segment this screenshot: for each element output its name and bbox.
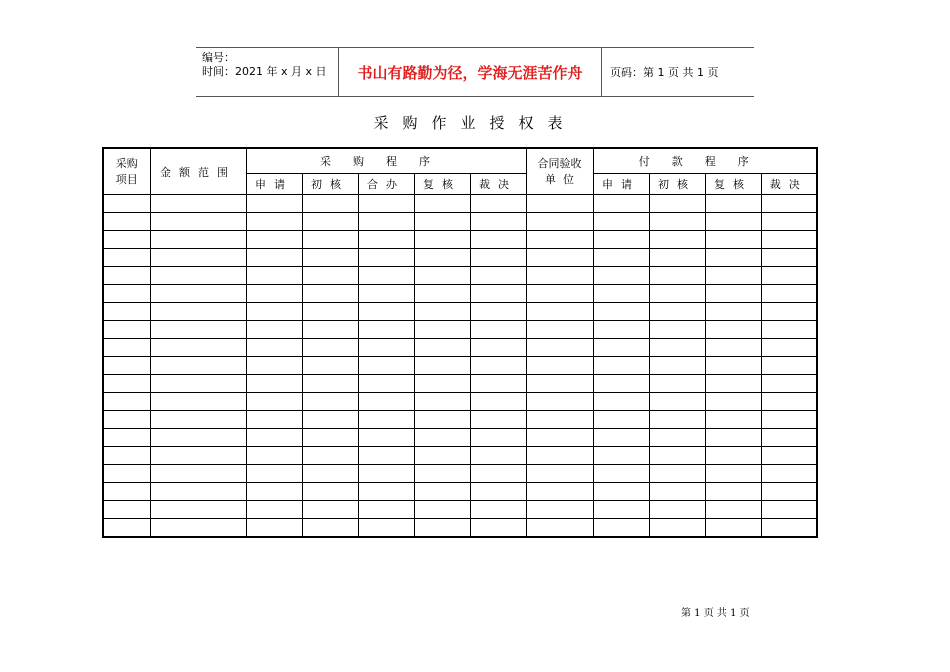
- table-cell[interactable]: [103, 285, 150, 303]
- table-cell[interactable]: [470, 501, 526, 519]
- table-cell[interactable]: [302, 501, 358, 519]
- table-cell[interactable]: [150, 249, 246, 267]
- table-cell[interactable]: [246, 267, 302, 285]
- table-cell[interactable]: [649, 285, 705, 303]
- table-cell[interactable]: [761, 195, 817, 213]
- table-cell[interactable]: [526, 285, 593, 303]
- table-row: [103, 357, 817, 375]
- table-cell[interactable]: [593, 393, 649, 411]
- table-cell[interactable]: [358, 465, 414, 483]
- table-cell[interactable]: [150, 447, 246, 465]
- table-cell[interactable]: [526, 429, 593, 447]
- table-cell[interactable]: [705, 249, 761, 267]
- table-cell[interactable]: [649, 465, 705, 483]
- table-cell[interactable]: [302, 213, 358, 231]
- table-cell[interactable]: [705, 375, 761, 393]
- header-row-1: [103, 148, 817, 174]
- table-cell[interactable]: [246, 483, 302, 501]
- table-cell[interactable]: [414, 195, 470, 213]
- table-cell[interactable]: [593, 375, 649, 393]
- table-cell[interactable]: [593, 231, 649, 249]
- table-cell[interactable]: [705, 213, 761, 231]
- table-cell[interactable]: [593, 249, 649, 267]
- table-cell[interactable]: [103, 213, 150, 231]
- table-cell[interactable]: [705, 465, 761, 483]
- table-cell[interactable]: [358, 339, 414, 357]
- table-row: [103, 195, 817, 213]
- table-cell[interactable]: [705, 411, 761, 429]
- payment-step-recheck: 复核: [705, 174, 761, 195]
- table-cell[interactable]: [526, 465, 593, 483]
- table-cell[interactable]: [358, 195, 414, 213]
- payment-step-review: 初核: [649, 174, 705, 195]
- table-cell[interactable]: [103, 429, 150, 447]
- table-cell[interactable]: [649, 393, 705, 411]
- table-cell[interactable]: [649, 375, 705, 393]
- purchase-step-joint: 合办: [358, 174, 414, 195]
- table-cell[interactable]: [470, 213, 526, 231]
- table-cell[interactable]: [150, 339, 246, 357]
- code-label: 编号：: [202, 51, 235, 64]
- table-cell[interactable]: [593, 501, 649, 519]
- table-cell[interactable]: [150, 483, 246, 501]
- table-cell[interactable]: [414, 375, 470, 393]
- document-header: [196, 47, 754, 97]
- table-cell[interactable]: [526, 339, 593, 357]
- table-body: [103, 195, 817, 538]
- table-cell[interactable]: [761, 339, 817, 357]
- table-cell[interactable]: [470, 483, 526, 501]
- table-row: [103, 429, 817, 447]
- table-cell[interactable]: [302, 447, 358, 465]
- table-cell[interactable]: [649, 339, 705, 357]
- table-cell[interactable]: [761, 465, 817, 483]
- table-cell[interactable]: [414, 393, 470, 411]
- table-cell[interactable]: [150, 321, 246, 339]
- table-cell[interactable]: [526, 519, 593, 538]
- table-cell[interactable]: [150, 411, 246, 429]
- table-cell[interactable]: [358, 411, 414, 429]
- table-cell[interactable]: [358, 303, 414, 321]
- table-cell[interactable]: [761, 501, 817, 519]
- table-cell[interactable]: [705, 429, 761, 447]
- table-cell[interactable]: [302, 339, 358, 357]
- table-cell[interactable]: [358, 285, 414, 303]
- table-cell[interactable]: [761, 285, 817, 303]
- table-cell[interactable]: [649, 231, 705, 249]
- table-cell[interactable]: [358, 393, 414, 411]
- table-cell[interactable]: [358, 483, 414, 501]
- table-row: [103, 267, 817, 285]
- table-cell[interactable]: [526, 195, 593, 213]
- table-cell[interactable]: [705, 357, 761, 375]
- table-cell[interactable]: [593, 303, 649, 321]
- table-cell[interactable]: [593, 285, 649, 303]
- table-row: [103, 411, 817, 429]
- table-cell[interactable]: [246, 357, 302, 375]
- table-cell[interactable]: [150, 285, 246, 303]
- authorization-table: [102, 147, 818, 538]
- purchase-step-apply: 申请: [246, 174, 302, 195]
- col-item-line2: 项目: [115, 172, 138, 186]
- table-cell[interactable]: [649, 357, 705, 375]
- table-cell[interactable]: [470, 519, 526, 538]
- table-cell[interactable]: [470, 357, 526, 375]
- table-row: [103, 213, 817, 231]
- table-cell[interactable]: [150, 429, 246, 447]
- table-cell[interactable]: [470, 447, 526, 465]
- table-cell[interactable]: [705, 195, 761, 213]
- table-cell[interactable]: [302, 411, 358, 429]
- table-cell[interactable]: [246, 393, 302, 411]
- table-cell[interactable]: [302, 465, 358, 483]
- table-cell[interactable]: [761, 483, 817, 501]
- table-cell[interactable]: [526, 393, 593, 411]
- table-cell[interactable]: [526, 375, 593, 393]
- table-cell[interactable]: [302, 267, 358, 285]
- table-cell[interactable]: [526, 213, 593, 231]
- col-contract-header: [526, 148, 593, 195]
- table-cell[interactable]: [761, 429, 817, 447]
- table-cell[interactable]: [414, 267, 470, 285]
- table-cell[interactable]: [414, 285, 470, 303]
- table-cell[interactable]: [414, 303, 470, 321]
- table-cell[interactable]: [649, 249, 705, 267]
- table-cell[interactable]: [103, 321, 150, 339]
- table-cell[interactable]: [414, 321, 470, 339]
- table-cell[interactable]: [103, 501, 150, 519]
- table-cell[interactable]: [414, 213, 470, 231]
- table-cell[interactable]: [705, 483, 761, 501]
- table-cell[interactable]: [470, 249, 526, 267]
- table-cell[interactable]: [103, 357, 150, 375]
- payment-step-decide: 裁决: [761, 174, 817, 195]
- table-cell[interactable]: [593, 195, 649, 213]
- table-cell[interactable]: [761, 447, 817, 465]
- table-cell[interactable]: [414, 501, 470, 519]
- table-cell[interactable]: [103, 339, 150, 357]
- table-cell[interactable]: [246, 375, 302, 393]
- table-cell[interactable]: [358, 321, 414, 339]
- table-cell[interactable]: [246, 519, 302, 538]
- table-cell[interactable]: [246, 285, 302, 303]
- table-cell[interactable]: [358, 429, 414, 447]
- footer-page-number: 第 1 页 共 1 页: [681, 608, 750, 619]
- table-cell[interactable]: [414, 519, 470, 538]
- table-cell[interactable]: [705, 519, 761, 538]
- table-cell[interactable]: [649, 429, 705, 447]
- col-amount-header: 金额范围: [150, 148, 246, 195]
- table-cell[interactable]: [649, 213, 705, 231]
- table-cell[interactable]: [470, 393, 526, 411]
- table-cell[interactable]: [593, 465, 649, 483]
- table-cell[interactable]: [705, 267, 761, 285]
- table-cell[interactable]: [593, 267, 649, 285]
- table-cell[interactable]: [705, 285, 761, 303]
- table-cell[interactable]: [526, 447, 593, 465]
- table-cell[interactable]: [593, 339, 649, 357]
- table-cell[interactable]: [150, 303, 246, 321]
- table-cell[interactable]: [358, 231, 414, 249]
- table-cell[interactable]: [526, 501, 593, 519]
- table-cell[interactable]: [246, 465, 302, 483]
- table-cell[interactable]: [761, 267, 817, 285]
- table-cell[interactable]: [414, 231, 470, 249]
- table-cell[interactable]: [649, 519, 705, 538]
- table-cell[interactable]: [761, 249, 817, 267]
- table-cell[interactable]: [470, 321, 526, 339]
- table-cell[interactable]: [103, 303, 150, 321]
- table-cell[interactable]: [302, 393, 358, 411]
- table-cell[interactable]: [414, 447, 470, 465]
- table-cell[interactable]: [526, 321, 593, 339]
- table-cell[interactable]: [470, 303, 526, 321]
- table-cell[interactable]: [593, 213, 649, 231]
- table-cell[interactable]: [526, 411, 593, 429]
- table-cell[interactable]: [302, 357, 358, 375]
- table-cell[interactable]: [414, 465, 470, 483]
- table-cell[interactable]: [761, 519, 817, 538]
- col-contract-line2: 单 位: [545, 172, 574, 186]
- table-cell[interactable]: [526, 357, 593, 375]
- table-cell[interactable]: [705, 447, 761, 465]
- table-cell[interactable]: [593, 447, 649, 465]
- table-cell[interactable]: [649, 321, 705, 339]
- table-cell[interactable]: [302, 285, 358, 303]
- table-row: [103, 465, 817, 483]
- table-cell[interactable]: [150, 213, 246, 231]
- table-cell[interactable]: [103, 519, 150, 538]
- table-cell[interactable]: [103, 267, 150, 285]
- table-cell[interactable]: [649, 303, 705, 321]
- table-cell[interactable]: [414, 339, 470, 357]
- table-cell[interactable]: [705, 303, 761, 321]
- table-cell[interactable]: [593, 321, 649, 339]
- table-cell[interactable]: [470, 429, 526, 447]
- table-cell[interactable]: [649, 267, 705, 285]
- table-row: [103, 375, 817, 393]
- table-cell[interactable]: [302, 375, 358, 393]
- purchase-step-recheck: 复核: [414, 174, 470, 195]
- table-cell[interactable]: [649, 411, 705, 429]
- table-cell[interactable]: [526, 231, 593, 249]
- table-cell[interactable]: [246, 213, 302, 231]
- table-cell[interactable]: [246, 447, 302, 465]
- table-cell[interactable]: [470, 195, 526, 213]
- table-row: [103, 519, 817, 538]
- table-cell[interactable]: [414, 249, 470, 267]
- table-cell[interactable]: [761, 375, 817, 393]
- table-cell[interactable]: [470, 375, 526, 393]
- table-row: [103, 303, 817, 321]
- table-cell[interactable]: [246, 411, 302, 429]
- table-cell[interactable]: [246, 501, 302, 519]
- table-cell[interactable]: [358, 357, 414, 375]
- table-cell[interactable]: [302, 249, 358, 267]
- table-cell[interactable]: [150, 501, 246, 519]
- table-cell[interactable]: [358, 447, 414, 465]
- table-cell[interactable]: [150, 465, 246, 483]
- table-cell[interactable]: [103, 411, 150, 429]
- col-item-header: [103, 148, 150, 195]
- table-cell[interactable]: [358, 375, 414, 393]
- table-cell[interactable]: [150, 393, 246, 411]
- table-cell[interactable]: [103, 447, 150, 465]
- table-cell[interactable]: [302, 195, 358, 213]
- table-cell[interactable]: [705, 231, 761, 249]
- table-cell[interactable]: [358, 519, 414, 538]
- table-row: [103, 501, 817, 519]
- table-cell[interactable]: [246, 303, 302, 321]
- table-cell[interactable]: [593, 411, 649, 429]
- table-cell[interactable]: [649, 447, 705, 465]
- table-cell[interactable]: [103, 465, 150, 483]
- payment-step-apply: 申请: [593, 174, 649, 195]
- table-cell[interactable]: [246, 231, 302, 249]
- col-item-line1: 采购: [115, 156, 138, 170]
- table-cell[interactable]: [302, 321, 358, 339]
- table-cell[interactable]: [593, 429, 649, 447]
- table-cell[interactable]: [705, 393, 761, 411]
- table-cell[interactable]: [246, 429, 302, 447]
- table-cell[interactable]: [526, 267, 593, 285]
- purchase-step-review: 初核: [302, 174, 358, 195]
- table-row: [103, 483, 817, 501]
- table-cell[interactable]: [150, 231, 246, 249]
- table-cell[interactable]: [761, 303, 817, 321]
- table-cell[interactable]: [705, 339, 761, 357]
- table-cell[interactable]: [414, 429, 470, 447]
- table-cell[interactable]: [302, 483, 358, 501]
- table-cell[interactable]: [470, 231, 526, 249]
- table-cell[interactable]: [593, 483, 649, 501]
- table-cell[interactable]: [593, 519, 649, 538]
- table-cell[interactable]: [302, 519, 358, 538]
- col-contract-line1: 合同验收: [537, 156, 582, 170]
- group-payment-header: 付款程序: [593, 148, 817, 174]
- table-cell[interactable]: [150, 375, 246, 393]
- document-title: 采购作业授权表: [373, 114, 577, 132]
- table-cell[interactable]: [470, 411, 526, 429]
- table-cell[interactable]: [358, 249, 414, 267]
- table-cell[interactable]: [246, 249, 302, 267]
- table-cell[interactable]: [761, 357, 817, 375]
- table-cell[interactable]: [761, 231, 817, 249]
- table-cell[interactable]: [649, 501, 705, 519]
- table-cell[interactable]: [526, 249, 593, 267]
- table-row: [103, 231, 817, 249]
- table-row: [103, 249, 817, 267]
- table-cell[interactable]: [470, 465, 526, 483]
- table-cell[interactable]: [761, 393, 817, 411]
- table-row: [103, 393, 817, 411]
- table-cell[interactable]: [649, 483, 705, 501]
- table-cell[interactable]: [593, 357, 649, 375]
- table-cell[interactable]: [761, 213, 817, 231]
- table-cell[interactable]: [302, 429, 358, 447]
- header-motto: 书山有路勤为径，学海无涯苦作舟: [338, 48, 602, 96]
- table-cell[interactable]: [246, 321, 302, 339]
- purchase-step-decide: 裁决: [470, 174, 526, 195]
- table-cell[interactable]: [414, 357, 470, 375]
- table-cell[interactable]: [526, 303, 593, 321]
- table-cell[interactable]: [302, 231, 358, 249]
- table-cell[interactable]: [103, 231, 150, 249]
- header-page-label: 页码：第 1 页 共 1 页: [610, 66, 719, 79]
- table-cell[interactable]: [150, 195, 246, 213]
- table-cell[interactable]: [358, 501, 414, 519]
- table-cell[interactable]: [470, 339, 526, 357]
- table-cell[interactable]: [761, 411, 817, 429]
- table-cell[interactable]: [414, 483, 470, 501]
- group-purchase-header: 采购程序: [246, 148, 526, 174]
- table-cell[interactable]: [103, 393, 150, 411]
- table-cell[interactable]: [761, 321, 817, 339]
- table-cell[interactable]: [526, 483, 593, 501]
- table-cell[interactable]: [103, 483, 150, 501]
- table-cell[interactable]: [103, 375, 150, 393]
- table-cell[interactable]: [470, 285, 526, 303]
- table-cell[interactable]: [705, 501, 761, 519]
- table-cell[interactable]: [649, 195, 705, 213]
- table-cell[interactable]: [414, 411, 470, 429]
- header-meta: [196, 48, 338, 96]
- table-cell[interactable]: [358, 267, 414, 285]
- table-cell[interactable]: [470, 267, 526, 285]
- table-row: [103, 285, 817, 303]
- table-cell[interactable]: [246, 195, 302, 213]
- table-row: [103, 447, 817, 465]
- table-cell[interactable]: [150, 519, 246, 538]
- table-cell[interactable]: [302, 303, 358, 321]
- table-row: [103, 339, 817, 357]
- table-cell[interactable]: [103, 195, 150, 213]
- table-cell[interactable]: [246, 339, 302, 357]
- table-cell[interactable]: [150, 357, 246, 375]
- table-row: [103, 321, 817, 339]
- table-cell[interactable]: [358, 213, 414, 231]
- table-cell[interactable]: [705, 321, 761, 339]
- table-cell[interactable]: [150, 267, 246, 285]
- time-label: 时间：2021 年 x 月 x 日: [202, 65, 327, 78]
- table-cell[interactable]: [103, 249, 150, 267]
